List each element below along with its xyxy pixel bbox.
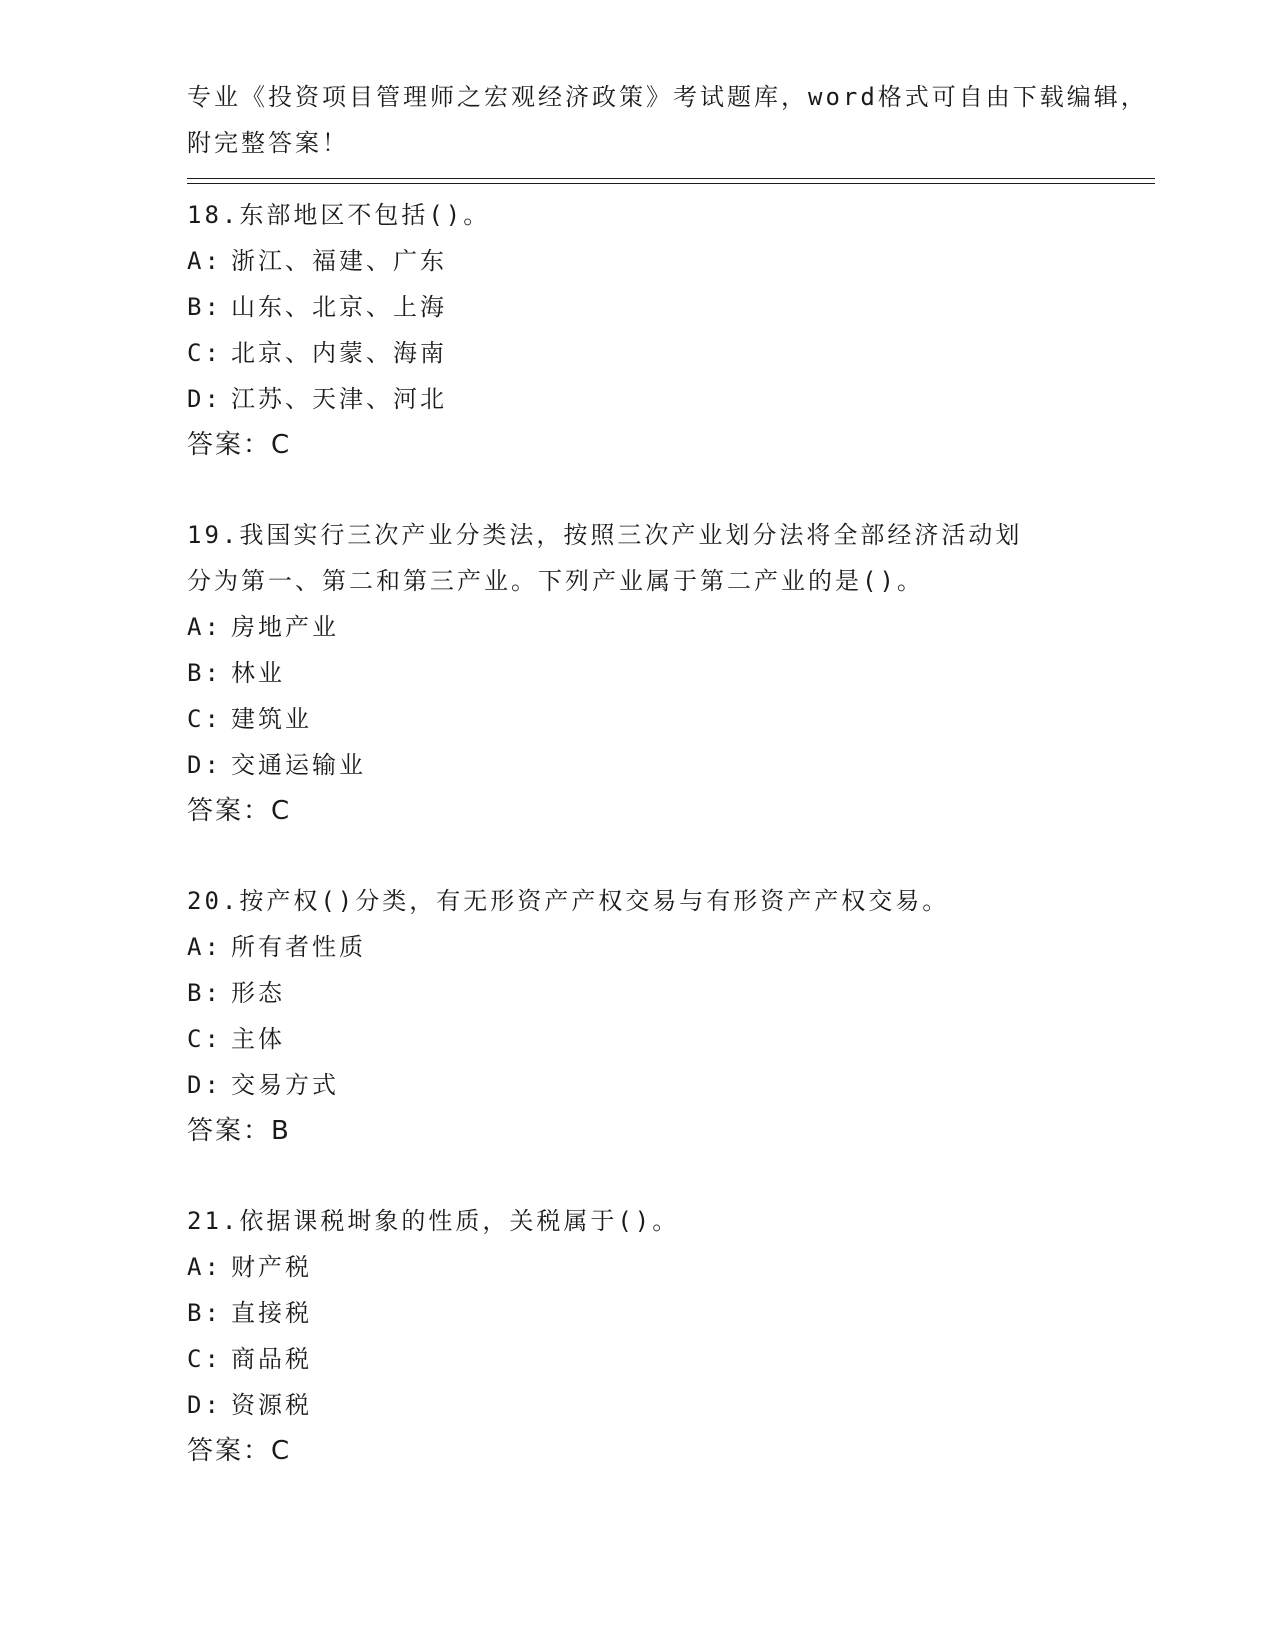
option-a [187,604,1087,650]
question-stem: 21.依据课税埘象的性质，关税属于()。 [187,1207,680,1235]
answer-label: 答案：C [187,1436,292,1466]
question-19 [187,512,1087,834]
option-key: D: [187,1391,222,1419]
option-key: C: [187,705,222,733]
option-key: A: [187,1253,222,1281]
option-key: A: [187,933,222,961]
answer-label: 答案：C [187,796,292,826]
option-c [187,330,1087,376]
option-d [187,1062,1087,1108]
option-key: B: [187,293,222,321]
option-b [187,1290,1087,1336]
option-text: 直接税 [231,1299,312,1327]
option-text: 主体 [231,1025,285,1053]
option-c [187,1016,1087,1062]
option-text: 资源税 [231,1391,312,1419]
option-text: 所有者性质 [231,933,366,961]
option-text: 形态 [231,979,285,1007]
question-18 [187,192,1087,468]
option-a [187,1244,1087,1290]
option-key: B: [187,979,222,1007]
option-text: 浙江、福建、广东 [231,247,447,275]
option-a [187,238,1087,284]
option-key: A: [187,247,222,275]
option-text: 北京、内蒙、海南 [231,339,447,367]
option-text: 林业 [231,659,285,687]
option-d [187,742,1087,788]
question-stem: 18.东部地区不包括()。 [187,201,491,229]
option-key: B: [187,1299,222,1327]
option-key: A: [187,613,222,641]
option-d [187,376,1087,422]
option-text: 交通运输业 [231,751,366,779]
option-key: D: [187,1071,222,1099]
header-line-1: 专业《投资项目管理师之宏观经济政策》考试题库，word格式可自由下载编辑， [187,83,1148,111]
option-text: 山东、北京、上海 [231,293,447,321]
option-key: B: [187,659,222,687]
option-key: C: [187,1345,222,1373]
option-b [187,650,1087,696]
option-text: 建筑业 [231,705,312,733]
option-b [187,284,1087,330]
option-text: 交易方式 [231,1071,339,1099]
option-d [187,1382,1087,1428]
question-20 [187,878,1087,1154]
option-key: D: [187,385,222,413]
question-stem-line-2: 分为第一、第二和第三产业。下列产业属于第二产业的是()。 [187,567,924,595]
header-divider-top [187,178,1155,179]
option-a [187,924,1087,970]
option-key: D: [187,751,222,779]
option-text: 商品税 [231,1345,312,1373]
option-text: 江苏、天津、河北 [231,385,447,413]
document-header [187,74,1148,166]
header-divider-bottom [187,183,1155,184]
question-21 [187,1198,1087,1474]
header-line-2: 附完整答案！ [187,129,349,157]
option-text: 房地产业 [231,613,339,641]
answer-label: 答案：B [187,1116,291,1146]
option-c [187,1336,1087,1382]
question-stem-line-1: 19.我国实行三次产业分类法，按照三次产业划分法将全部经济活动划 [187,521,1023,549]
question-list [187,192,1087,1518]
option-key: C: [187,1025,222,1053]
option-text: 财产税 [231,1253,312,1281]
option-b [187,970,1087,1016]
answer-label: 答案：C [187,430,292,460]
option-c [187,696,1087,742]
question-stem: 20.按产权()分类，有无形资产产权交易与有形资产产权交易。 [187,887,950,915]
option-key: C: [187,339,222,367]
